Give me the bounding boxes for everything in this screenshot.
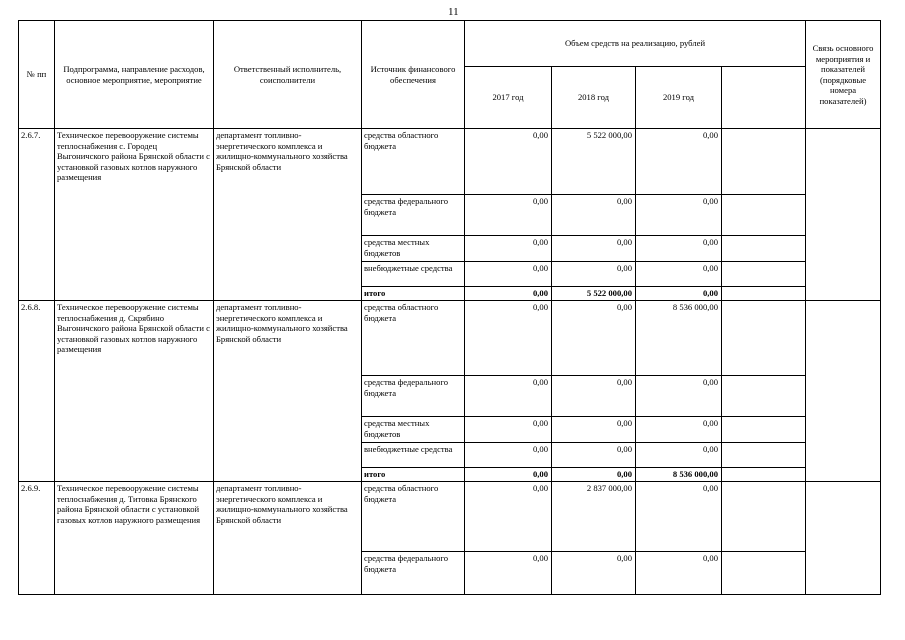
header-row-1 — [19, 21, 881, 67]
empty-cell — [722, 552, 806, 595]
executor-cell: департамент топливно-энергетического комплекса и жилищно-коммунального хозяйства Брянской области — [214, 301, 362, 482]
value-2018: 0,00 — [552, 417, 636, 443]
empty-cell — [722, 287, 806, 301]
value-2019: 0,00 — [636, 482, 722, 552]
row-number: 2.6.9. — [19, 482, 55, 595]
value-2018: 0,00 — [552, 443, 636, 468]
header-executor: Ответственный исполнитель, соисполнители — [214, 21, 362, 129]
page-number: 11 — [448, 6, 459, 18]
value-2019: 0,00 — [636, 129, 722, 195]
value-2018: 0,00 — [552, 468, 636, 482]
value-2018: 5 522 000,00 — [552, 129, 636, 195]
source-cell: средства федерального бюджета — [362, 195, 465, 236]
source-cell: внебюджетные средства — [362, 443, 465, 468]
value-2017: 0,00 — [465, 468, 552, 482]
link-cell — [806, 482, 881, 595]
executor-cell: департамент топливно-энергетического комплекса и жилищно-коммунального хозяйства Брянской области — [214, 482, 362, 595]
value-2018: 5 522 000,00 — [552, 287, 636, 301]
value-2019: 0,00 — [636, 443, 722, 468]
value-2019: 0,00 — [636, 417, 722, 443]
value-2019: 8 536 000,00 — [636, 301, 722, 376]
value-2019: 0,00 — [636, 262, 722, 287]
empty-cell — [722, 468, 806, 482]
program-cell: Техническое перевооружение системы теплоснабжения д. Титовка Брянского района Брянской области с установкой газовых котлов наружного размещения — [55, 482, 214, 595]
value-2017: 0,00 — [465, 417, 552, 443]
value-2018: 2 837 000,00 — [552, 482, 636, 552]
empty-cell — [722, 482, 806, 552]
source-cell: средства областного бюджета — [362, 482, 465, 552]
source-cell: средства областного бюджета — [362, 129, 465, 195]
program-cell: Техническое перевооружение системы теплоснабжения с. Городец Выгоничского района Брянской области с установкой газовых котлов наружного размещения — [55, 129, 214, 301]
value-2017: 0,00 — [465, 552, 552, 595]
header-num: № пп — [19, 21, 55, 129]
value-2017: 0,00 — [465, 262, 552, 287]
source-cell: средства местных бюджетов — [362, 236, 465, 262]
value-2017: 0,00 — [465, 376, 552, 417]
header-source: Источник финансового обеспечения — [362, 21, 465, 129]
value-2017: 0,00 — [465, 236, 552, 262]
executor-cell: департамент топливно-энергетического комплекса и жилищно-коммунального хозяйства Брянской области — [214, 129, 362, 301]
empty-cell — [722, 262, 806, 287]
source-cell: средства местных бюджетов — [362, 417, 465, 443]
source-cell: средства федерального бюджета — [362, 552, 465, 595]
header-program: Подпрограмма, направление расходов, основное мероприятие, мероприятие — [55, 21, 214, 129]
value-2018: 0,00 — [552, 376, 636, 417]
value-2017: 0,00 — [465, 195, 552, 236]
source-cell: итого — [362, 287, 465, 301]
header-volume: Объем средств на реализацию, рублей — [465, 21, 806, 67]
value-2018: 0,00 — [552, 236, 636, 262]
row-number: 2.6.8. — [19, 301, 55, 482]
value-2018: 0,00 — [552, 301, 636, 376]
value-2017: 0,00 — [465, 287, 552, 301]
value-2019: 0,00 — [636, 552, 722, 595]
empty-cell — [722, 376, 806, 417]
value-2019: 8 536 000,00 — [636, 468, 722, 482]
value-2018: 0,00 — [552, 195, 636, 236]
value-2019: 0,00 — [636, 287, 722, 301]
header-year-2017: 2017 год — [465, 67, 552, 129]
budget-table — [18, 20, 881, 595]
header-year-2019: 2019 год — [636, 67, 722, 129]
empty-cell — [722, 417, 806, 443]
row-number: 2.6.7. — [19, 129, 55, 301]
value-2017: 0,00 — [465, 443, 552, 468]
empty-cell — [722, 236, 806, 262]
value-2018: 0,00 — [552, 262, 636, 287]
empty-cell — [722, 301, 806, 376]
value-2017: 0,00 — [465, 482, 552, 552]
header-empty-year — [722, 67, 806, 129]
source-cell: итого — [362, 468, 465, 482]
value-2017: 0,00 — [465, 301, 552, 376]
program-cell: Техническое перевооружение системы теплоснабжения д. Скрябино Выгоничского района Брянской области с установкой газовых котлов наружного размещения — [55, 301, 214, 482]
empty-cell — [722, 129, 806, 195]
header-year-2018: 2018 год — [552, 67, 636, 129]
table-row — [19, 482, 881, 552]
link-cell — [806, 129, 881, 301]
value-2019: 0,00 — [636, 236, 722, 262]
value-2019: 0,00 — [636, 195, 722, 236]
source-cell: средства федерального бюджета — [362, 376, 465, 417]
table-row — [19, 301, 881, 376]
value-2017: 0,00 — [465, 129, 552, 195]
value-2019: 0,00 — [636, 376, 722, 417]
value-2018: 0,00 — [552, 552, 636, 595]
table-row — [19, 129, 881, 195]
source-cell: внебюджетные средства — [362, 262, 465, 287]
empty-cell — [722, 443, 806, 468]
link-cell — [806, 301, 881, 482]
source-cell: средства областного бюджета — [362, 301, 465, 376]
header-link: Связь основного мероприятия и показателей (порядковые номера показателей) — [806, 21, 881, 129]
empty-cell — [722, 195, 806, 236]
